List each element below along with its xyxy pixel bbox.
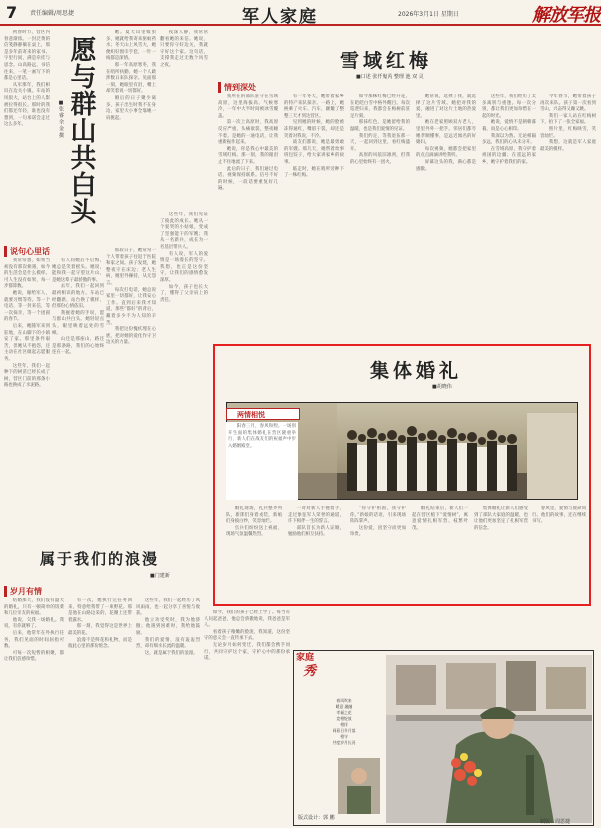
design-credit: 版式设计：郭 鹏 [298,815,335,821]
rail-heading: 说句心里话 [4,246,50,257]
text-block: 如今，我们的孩子已经上学了。每当有人问起爸爸，他总会骄傲地说，我爸爸是军人。 看着孩子稚嫩的脸庞，我知道，这份坚守的意义会一直传承下去。 无论岁月如何变迁，我们都会携手同行，共同守护这个家，守护心中的那份承诺。 [204,610,290,662]
text-block: 有人问她后不后悔，她总是笑着摇头。她说，能和我一起守望这片山，是她这辈子最骄傲的事。 去年，我们一起回到最初相识的地方。车站已经翻新，站台换了模样，但那份心情依旧。 我握着她的手说，愿与群山共白头。她轻轻点头，眼里映着远处的雪峰。 山还是那座山，路还是那条路，我们的心始终连在一起。 [52,258,104,356]
home-column-title: 家庭 [296,653,315,663]
text-block: 初春时节，营区内春意渐浓。一封泛黄的信笺静静躺在桌上，那是多年前寄来的家书。字里行间，满是牵挂与思念。山高路远，书信往来，一笔一画写下的都是心里话。 从军那年，我们相识在边关小镇。车站的风很大，站台上的人影被拉得很长。那时的我们都还年轻，谁也没有想到，一句承诺会走过这么多年。 [4,30,50,128]
text-block: 如今那株红梅已经开花，在皑皑白雪中格外醒目。每次巡逻归来，我都会在梅树前驻足片刻。 那抹红色，是她留给我的温暖，也是我们爱情的见证。 我们约定，等我退伍那一天，一起回到这里，看红梅盛开。 高原的风依旧凛冽，但我的心里始终有一团火。 [350,94,410,165]
text-block: 夜深人静，我常常翻看她的来信。她说，只要你守好边关，我就守好这个家。这句话，支撑我走过无数个风雪之夜。 [160,30,208,68]
newspaper-logo: 解放军报 [532,5,600,26]
text-block: 阳春三月，春风和煦。一场别开生面的集体婚礼在营区隆重举行，新人们在战友们的祝福声中步入婚姻殿堂。 [226,422,298,500]
text-block: “你守护祖国，我守护你。”新娘的话语，引来现场阵阵掌声。 这份爱，因坚守而更加珍贵。 [350,506,406,538]
text-block: 我常常想，如果当初没有那次相遇，如今的生活会是什么模样。可人生没有如果，每一步都算数。 她说，嫁给军人，就要习惯等待。等一个电话，等一封来信，等一次探亲，等一个团圆的春节。 后来，她随军来到驻地，在山脚下的小镇安了家。那里条件艰苦，但她从不抱怨，还主动在社区做起志愿服务。 这些年，我们一起种下的树苗已经长成了树，营区门前的那条小路也换成了水泥路。 [4,258,50,389]
text-block: 今年春节，她带着孩子再次来队。孩子第一次看到雪山，兴奋得又蹦又跳。 我们一家人站在红梅树下，拍下了一张全家福。 照片里，红梅映雪，笑容灿烂。 我想，这就是军人家庭最美的模样。 [540,94,596,152]
byline-article2: ■口述 张仟嵬芮 整理 池 双 灵 [356,74,424,80]
text-block: 这些年，我们见证了彼此的成长。她从一个爱哭的小姑娘，变成了坚强能干的军嫂；我从一名新兵，成长为一名基层带兵人。 有人说，军人的爱情是一场漫长的坚守。我想，也正是这份坚守，让我们的感情愈发深厚。 如今，孩子也长大了，懂得了父亲肩上的责任。 [160,212,208,303]
text-block: 春风里，爱情与使命同行。他们的故事，还在继续书写。 [532,506,586,525]
issue-date: 2026年3月1日 星期日 [398,11,459,18]
page-number: 7 [6,3,18,22]
text-block: 有一年冬天，她带着家乡的特产来队探亲。一路上，她换乘了火车、汽车，颠簸了整整三天才到达营区。 见到她的时候，她的脸被冻得通红，嘴唇干裂，却还是笑着对我说，不冷。 战友们都说，她是最勇敢的军嫂。那几天，她帮着炊事班包饺子，给大家讲家乡的故事。 临走时，她在哨所旁种下了一株红梅。 [284,94,344,179]
byline-article3: ■胡晓伟 [432,384,452,390]
text-block: 结婚那天，我们没有盛大的婚礼，只有一顿简单的饭菜和几位亲友的祝福。 他说，欠我一场婚礼。我说，有你就够了。 后来，他常年在外执行任务，我们见面的时间屈指可数。 可每一次短暂的相聚，都让我们倍感珍惜。 [4,598,64,663]
byline-article4: ■门建新 [150,573,170,579]
byline-article1: ■张 睿 余 金 撰 [58,100,64,138]
plate-credit: 制版：周思捷 [540,819,571,825]
soldier-flowers-photo [386,655,592,823]
text-block: 那段日子，她常常一个人带着孩子往返于医院和家之间。孩子发烧，她整夜守在床边；老人生病，她里外操持，从无怨言。 每次打电话，她总说家里一切都好，让我安心工作。直到后来我才知道，那些“都好”的背后，藏着多少不为人知的辛苦。 我把这份愧疚埋在心底，把对她的爱化作守卫边关的力量。 [106,248,156,346]
text-block: 有一次，他执行完任务回来，特意给我带了一束野花。那是他在山路边采的，花瓣上还带着露水。 那一刻，我觉得这是世界上最美的花。 浪漫不是鲜花和礼物，而是彼此心里的那份惦念。 [68,598,132,650]
editor-credit: 责任编辑/周思捷 [30,10,75,17]
text-block: 这些年，我们经历了太多离别与重逢。每一次分别，都让我们更加珍惜在一起的时光。 她说，爱情不是朝朝暮暮，而是心心相印。 我深以为然。无论相隔多远，我们的心从未分开。 在雪域高原，我守护着祖国的边疆；在遥远的家乡，她守护着我们的家。 [482,94,536,165]
headline-xueyuhongmei: 雪域红梅 [340,50,433,72]
rail-heading: 岁月有情 [4,586,42,597]
headline-jitihunli: 集体婚礼 [370,360,463,382]
small-photo [338,758,380,814]
text-block: 婚礼结束后，新人们一起在营区植下“爱情树”，寓意爱情扎根军营、枝繁叶茂。 [412,506,468,531]
section-title: 军人家庭 [242,7,318,27]
text-block: 她常说，选择了我，就选择了这片雪域。她把对我的爱，融进了对这片土地的热爱里。 她在老家照顾双方老人，里里外外一把手。邻居们都夸她孝顺懂事，是远近闻名的好媳妇。 每次视频，她都会把家里的点点滴滴讲给我听。 屏幕这头的我，满心都是感激。 [416,94,476,172]
rail-heading: 情到深处 [218,82,256,93]
rail-heading: 两情相悦 [226,408,300,420]
headline-shuyuwomen: 属于我们的浪漫 [40,550,160,568]
text-block: 一对对新人手挽着手，走过象征军人荣誉的通道，许下相伴一生的誓言。 部队首长为新人证婚，勉励他们相互扶持。 [288,506,344,538]
home-column-subtitle: 秀 [303,664,317,679]
text-block: 她。夏天山里蚊虫多，她就给我寄来驱蚊药水；冬天山上风雪大，她便织好围巾手套，一针一线都是深情。 那一年高原寒冬，我在哨所执勤，她一个人跋涉数日来队探亲。见面那一刻，她眼里有泪，嘴上却笑着说一切都好。 婚后的日子聚少离多，孩子出生时我不在身边，家里大小事全靠她一肩挑起。 [106,30,156,121]
text-block: 集体婚礼让新人们感受到了部队大家庭的温暖，也让他们更加坚定了扎根军营的信念。 [474,506,528,531]
home-poem: 春风吹来 暖意 融融 幸福之花 竞相绽放 相伴 同看日升月落 相守 共度岁月长河 [332,698,356,745]
text-block: 我所在的部队驻守在雪域高原，这里海拔高、气候寒冷，一年中大半时间被冰雪覆盖。 第一次上高原时，我高原反应严重，头痛欲裂，整夜睡不着。是她的一通电话，让我重新振作起来。 她说，你是我心中最美的雪域红梅。那一刻，我的眼泪止不住地流了下来。 此后的日子，我们通过电话、视频保持联系。信号不好的时候，一段话要重复好几遍。 [218,94,278,192]
text-block: 婚礼现场，礼兵整齐列队，新郎们身着戎装，新娘们身披白纱，笑容灿烂。 官兵们纷纷送上祝福，现场气氛温馨热烈。 [226,506,282,538]
headline-yuanyuqunshan: 愿与群山共白头 [66,36,96,225]
text-block: 这些年，我们一起经历了风风雨雨，也一起分享了喜悦与收获。 他立功受奖时，我为他骄傲；他遇到困难时，我给他鼓励。 我们的爱情，没有轰轰烈烈，却有细水长流的温暖。 这，就是属于我们的浪漫。 [136,598,200,656]
